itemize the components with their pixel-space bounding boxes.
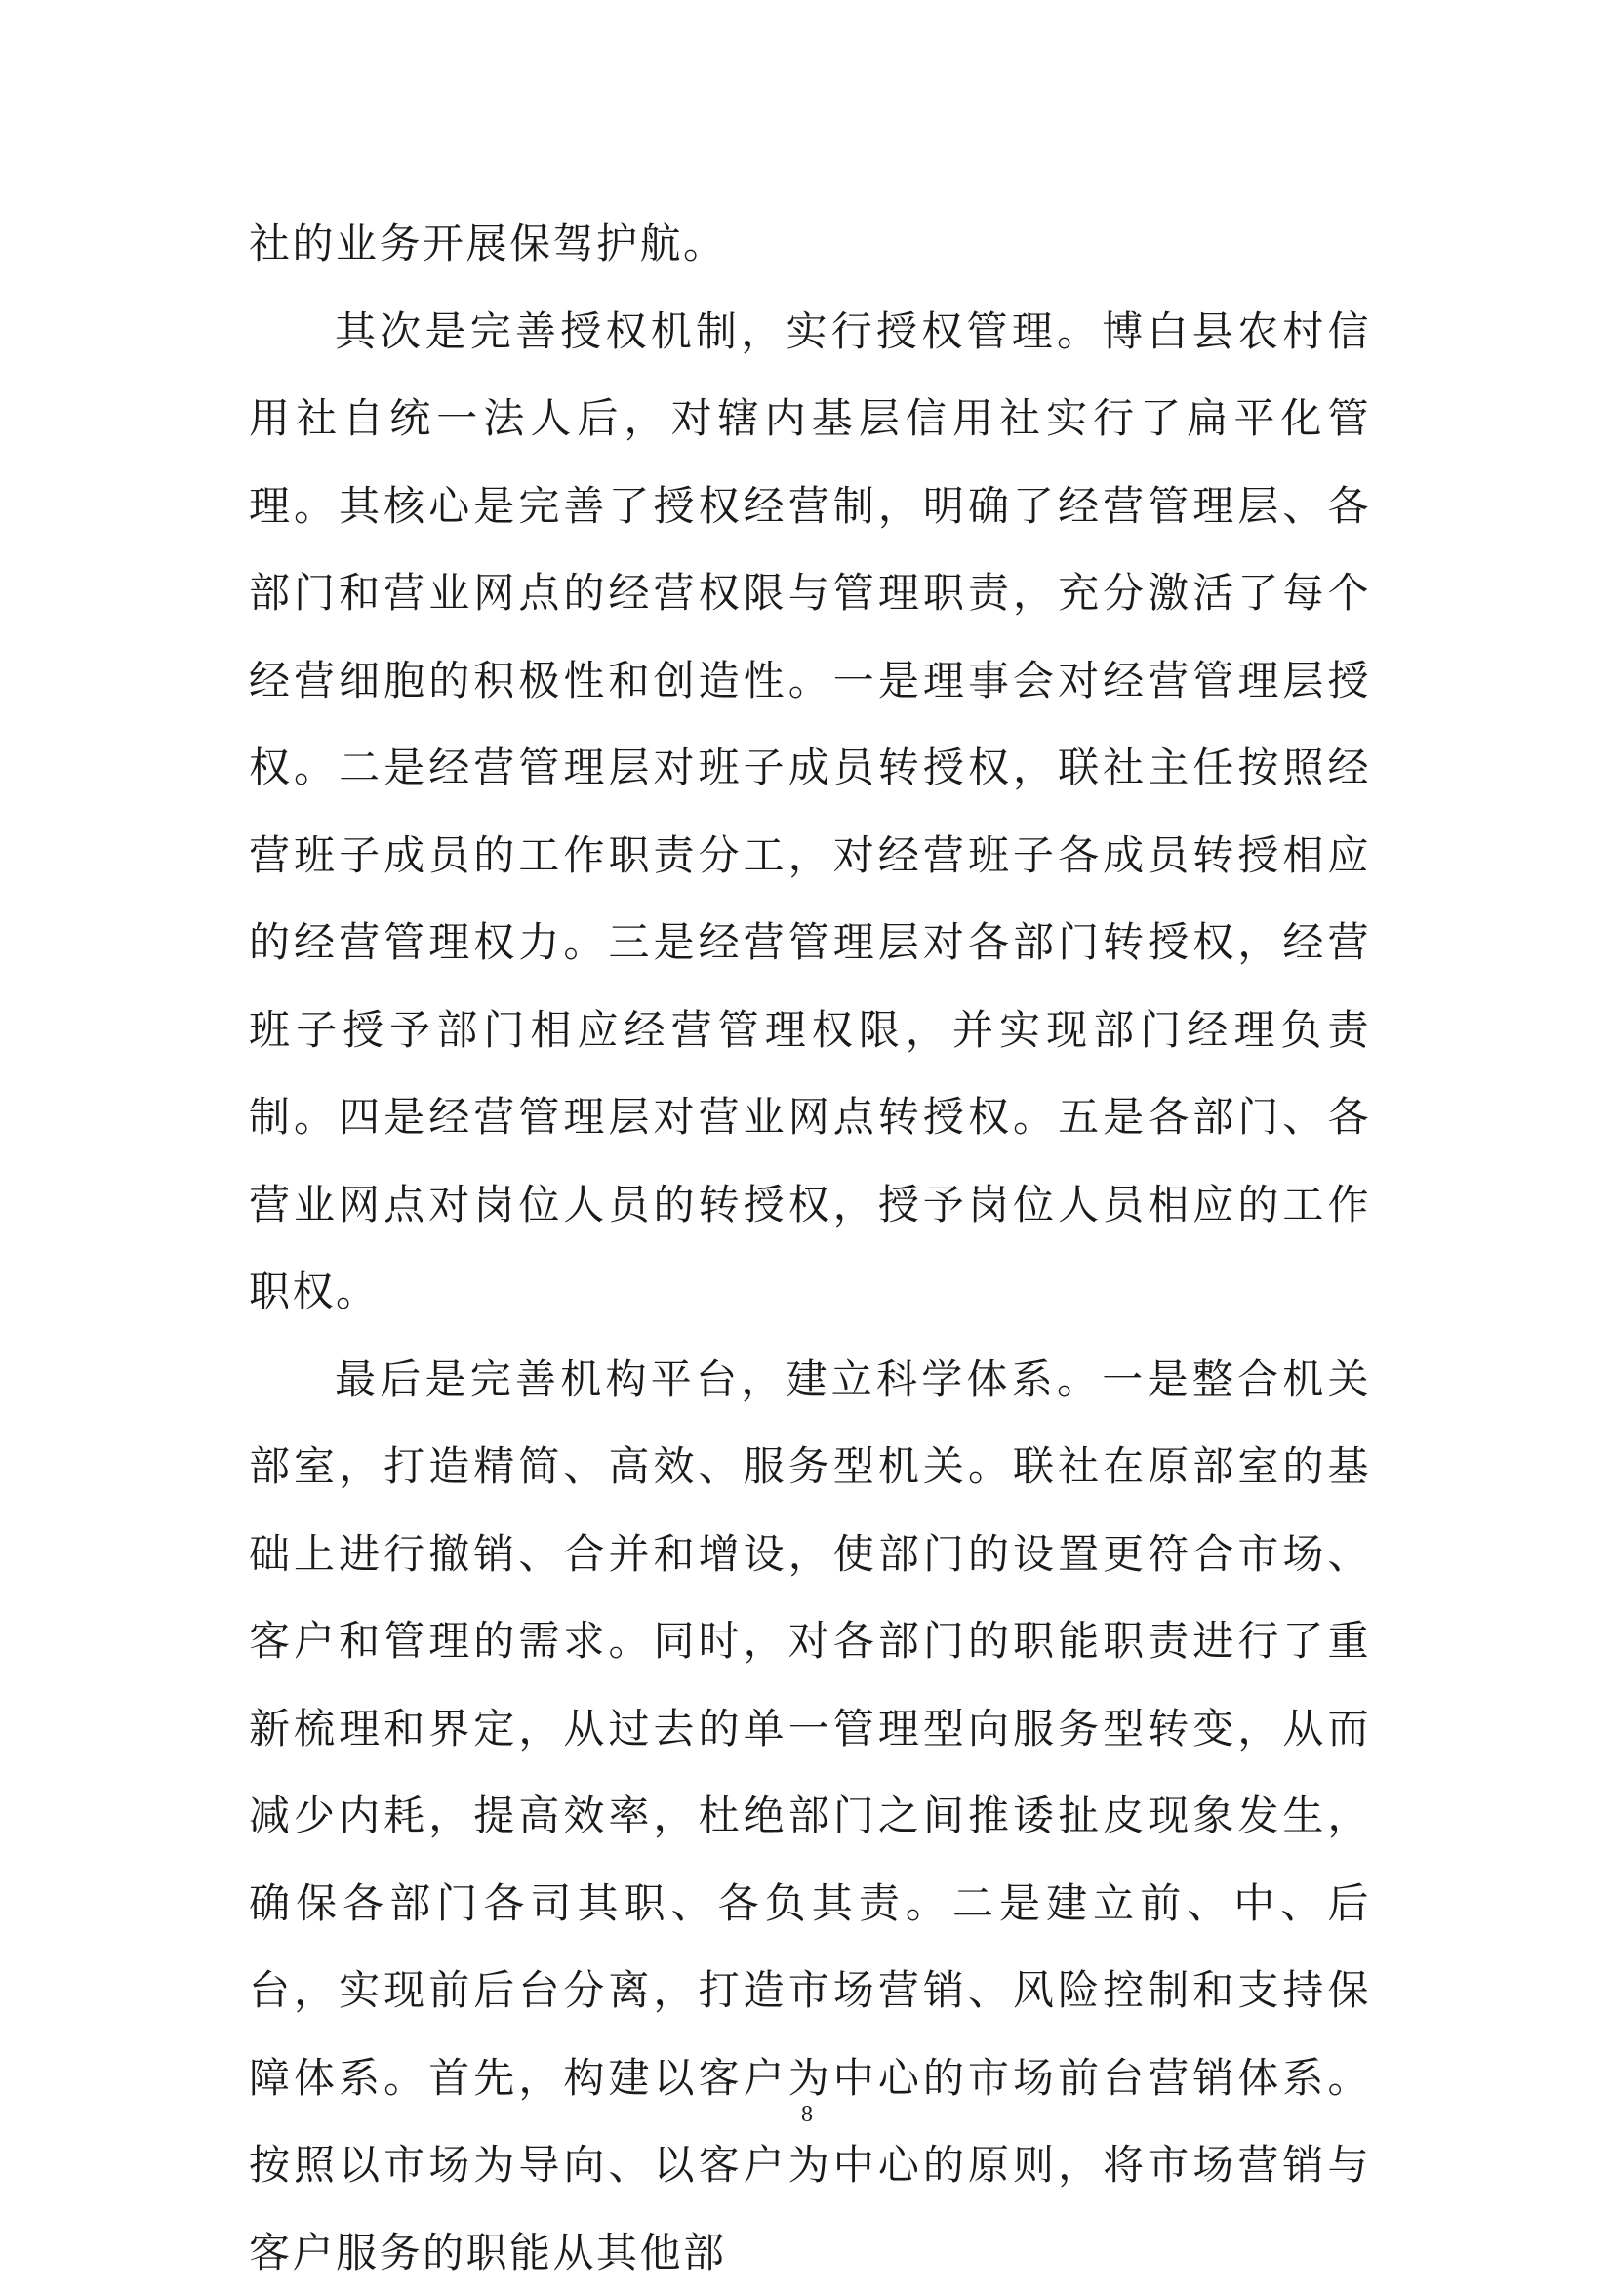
paragraph-authorization-mechanism: 其次是完善授权机制，实行授权管理。博白县农村信用社自统一法人后，对辖内基层信用社实行了扁平化管理。其核心是完善了授权经营制，明确了经营管理层、各部门和营业网点的经营权限与管理职责，充分激活了每个经营细胞的积极性和创造性。一是理事会对经营管理层授权。二是经营管理层对班子成员转授权，联社主任按照经营班子成员的工作职责分工，对经营班子各成员转授相应的经营管理权力。三是经营管理层对各部门转授权，经营班子授予部门相应经营管理权限，并实现部门经理负责制。四是经营管理层对营业网点转授权。五是各部门、各营业网点对岗位人员的转授权，授予岗位人员相应的工作职权。 (249, 288, 1371, 1336)
paragraph-continuation: 社的业务开展保驾护航。 (249, 200, 1371, 288)
paragraph-institution-platform: 最后是完善机构平台，建立科学体系。一是整合机关部室，打造精简、高效、服务型机关。联社在原部室的基础上进行撤销、合并和增设，使部门的设置更符合市场、客户和管理的需求。同时，对各部门的职能职责进行了重新梳理和界定，从过去的单一管理型向服务型转变，从而减少内耗，提高效率，杜绝部门之间推诿扯皮现象发生，确保各部门各司其职、各负其责。二是建立前、中、后台，实现前后台分离，打造市场营销、风险控制和支持保障体系。首先，构建以客户为中心的市场前台营销体系。按照以市场为导向、以客户为中心的原则，将市场营销与客户服务的职能从其他部 (249, 1336, 1371, 2296)
page-number: 8 (0, 2102, 1614, 2128)
body-text (249, 200, 1371, 2296)
